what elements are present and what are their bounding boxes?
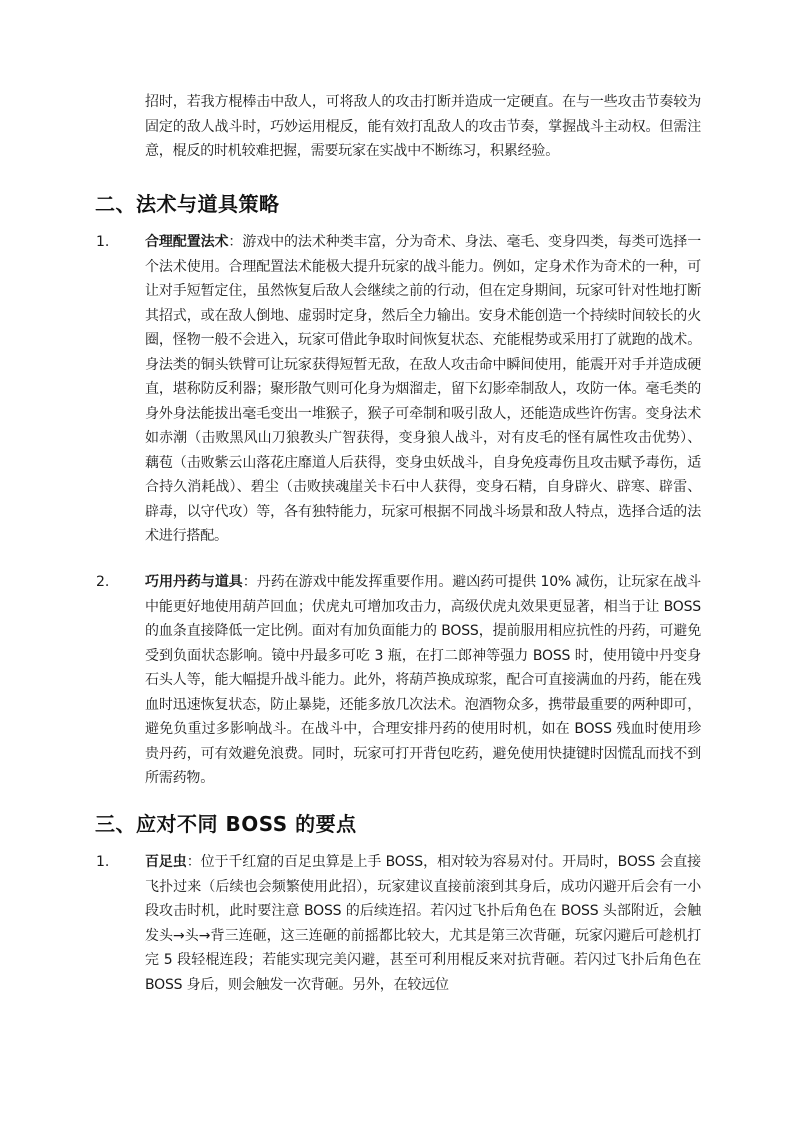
list-item <box>145 850 701 997</box>
list-item-body: ：游戏中的法术种类丰富，分为奇术、身法、毫毛、变身四类，每类可选择一个法术使用。合理配置法术能极大提升玩家的战斗能力。例如，定身术作为奇术的一种，可让对手短暂定住，虽然恢复后敌人会继续之前的行动，但在定身期间，玩家可针对性地打断其招式，或在敌人倒地、虚弱时定身，然后全力输出。安身术能创造一个持续时间较长的火圈，怪物一般不会进入，玩家可借此争取时间恢复状态、充能棍势或采用打了就跑的战术。身法类的铜头铁臂可让玩家获得短暂无敌，在敌人攻击命中瞬间使用，能震开对手并造成硬直，堪称防反利器；聚形散气则可化身为烟溜走，留下幻影牵制敌人，攻防一体。毫毛类的身外身法能拔出毫毛变出一堆猴子，猴子可牵制和吸引敌人，还能造成些许伤害。变身法术如赤潮（击败黑风山刀狼教头广智获得，变身狼人战斗，对有皮毛的怪有属性攻击优势）、藕苞（击败紫云山落花庄靡道人后获得，变身虫妖战斗，自身免疫毒伤且攻击赋予毒伤，适合持久消耗战）、碧尘（击败挟魂崖关卡石中人获得，变身石精，自身辟火、辟寒、辟雷、辟毒，以守代攻）等，各有独特能力，玩家可根据不同战斗场景和敌人特点，选择合适的法术进行搭配。 <box>145 234 701 544</box>
list-item-number: 1. <box>96 234 110 250</box>
list-item-title: 巧用丹药与道具 <box>145 574 243 590</box>
list-item <box>145 230 701 549</box>
section-2-heading: 二、法术与道具策略 <box>95 192 280 216</box>
list-item <box>145 570 701 791</box>
list-item-number: 2. <box>96 574 110 590</box>
list-item-body: ：丹药在游戏中能发挥重要作用。避凶药可提供 10% 减伤，让玩家在战斗中能更好地使用葫芦回血；伏虎丸可增加攻击力，高级伏虎丸效果更显著，相当于让 BOSS 的血条直接降低一定比例。面对有加负面能力的 BOSS，提前服用相应抗性的丹药，可避免受到负面状态影响。镜中丹最多可吃 3 瓶，在打二郎神等强力 BOSS 时，使用镜中丹变身石头人等，能大幅提升战斗能力。此外，将葫芦换成琼浆，配合可直接满血的丹药，能在残血时迅速恢复状态，防止暴毙，还能多放几次法术。泡酒物众多，携带最重要的两种即可，避免负重过多影响战斗。在战斗中，合理安排丹药的使用时机，如在 BOSS 残血时使用珍贵丹药，可有效避免浪费。同时，玩家可打开背包吃药，避免使用快捷键时因慌乱而找不到所需药物。 <box>145 574 701 786</box>
intro-paragraph: 招时，若我方棍棒击中敌人，可将敌人的攻击打断并造成一定硬直。在与一些攻击节奏较为固定的敌人战斗时，巧妙运用棍反，能有效打乱敌人的攻击节奏，掌握战斗主动权。但需注意，棍反的时机较难把握，需要玩家在实战中不断练习，积累经验。 <box>145 94 701 159</box>
section-3-heading: 三、应对不同 BOSS 的要点 <box>95 812 357 836</box>
list-item-body: ：位于千红窟的百足虫算是上手 BOSS，相对较为容易对付。开局时，BOSS 会直接飞扑过来（后续也会频繁使用此招），玩家建议直接前滚到其身后，成功闪避开后会有一小段攻击时机，此时要注意 BOSS 的后续连招。若闪过飞扑后角色在 BOSS 头部附近，会触发头→头→背三连砸，这三连砸的前摇都比较大，尤其是第三次背砸，玩家闪避后可趁机打完 5 段轻棍连段；若能实现完美闪避，甚至可利用棍反来对抗背砸。若闪过飞扑后角色在 BOSS 身后，则会触发一次背砸。另外，在较远位 <box>145 854 701 993</box>
list-item-title: 百足虫 <box>145 854 187 870</box>
list-item-number: 1. <box>96 854 110 870</box>
list-item-title: 合理配置法术 <box>145 234 229 250</box>
